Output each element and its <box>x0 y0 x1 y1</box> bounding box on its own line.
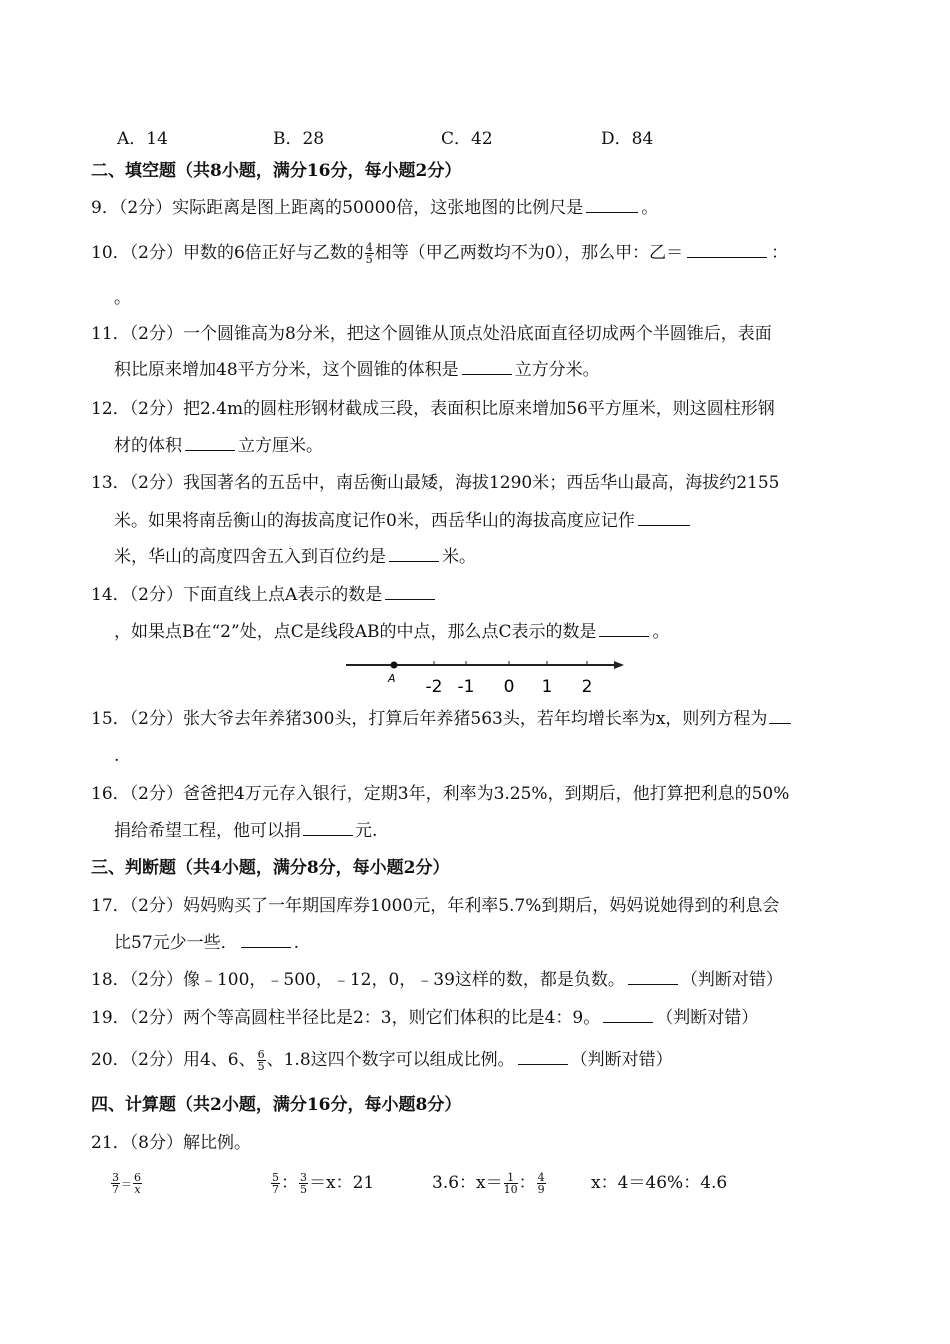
fraction-denominator: 5 <box>257 1060 265 1073</box>
question-13-line2 <box>114 510 693 532</box>
equation-2 <box>270 1172 374 1195</box>
question-text: 立方厘米。 <box>238 436 323 456</box>
fraction-denominator: 5 <box>365 253 373 266</box>
answer-blank <box>687 256 767 258</box>
answer-blank <box>769 722 791 724</box>
fraction-denominator: 5 <box>300 1183 307 1196</box>
question-18 <box>91 969 783 991</box>
fraction <box>299 1172 308 1195</box>
answer-blank <box>586 211 638 213</box>
fraction <box>111 1172 120 1195</box>
tick-label: -1 <box>457 677 475 697</box>
question-end: 。 <box>652 622 670 642</box>
fraction-numerator: 3 <box>300 1171 307 1184</box>
fraction-numerator: 4 <box>365 241 373 254</box>
question-text: 立方分米。 <box>514 360 600 380</box>
question-text: 材的体积 <box>114 436 182 456</box>
question-text: ，如果点B在“2”处，点C是线段AB的中点，那么点C表示的数是 <box>114 622 597 642</box>
question-10 <box>91 242 788 265</box>
ratio-sign: ： <box>281 1173 298 1193</box>
fraction-numerator: 6 <box>257 1048 265 1061</box>
fraction-numerator: 6 <box>134 1171 141 1184</box>
question-14-line2 <box>114 621 669 643</box>
question-text: 、1.8这四个数字可以组成比例。 <box>266 1050 515 1070</box>
point-a <box>391 662 398 669</box>
question-text: ： <box>771 243 789 263</box>
fraction <box>504 1172 518 1195</box>
question-text: 19．（2分）两个等高圆柱半径比是2：3，则它们体积的比是4：9。 <box>91 1008 601 1028</box>
question-13: 13．（2分）我国著名的五岳中，南岳衡山最矮，海拔1290米；西岳华山最高，海拔约2155 <box>91 473 780 493</box>
question-end: （判断对错） <box>570 1050 673 1070</box>
section-title-fill-blank: 二、填空题（共8小题，满分16分，每小题2分） <box>91 161 462 181</box>
section-title-calculation: 四、计算题（共2小题，满分16分，每小题8分） <box>91 1095 462 1115</box>
question-text: 15．（2分）张大爷去年养猪300头，打算后年养猪563头，若年均增长率为x，则列方程为 <box>91 709 768 729</box>
question-12-line2 <box>114 435 323 457</box>
question-text: 积比原来增加48平方分米，这个圆锥的体积是 <box>114 360 459 380</box>
question-9 <box>91 197 658 219</box>
answer-blank <box>628 983 678 985</box>
equation-text: ＝x：21 <box>309 1173 375 1193</box>
ratio-sign: ： <box>518 1173 536 1193</box>
answer-blank <box>241 946 291 948</box>
option-a: A．14 <box>117 129 168 149</box>
fraction <box>537 1172 546 1195</box>
question-end: （判断对错） <box>656 1008 759 1028</box>
question-14 <box>91 584 438 606</box>
question-text: 比57元少一些． <box>114 933 238 953</box>
answer-blank <box>385 598 435 600</box>
equation-text: 3.6：x＝ <box>432 1173 503 1193</box>
question-19 <box>91 1007 758 1029</box>
question-text: 9．（2分）实际距离是图上距离的50000倍，这张地图的比例尺是 <box>91 198 584 218</box>
tick-label: 1 <box>541 677 553 697</box>
fraction-denominator: x <box>134 1183 141 1196</box>
answer-blank <box>185 449 235 451</box>
fraction <box>133 1172 142 1195</box>
question-15 <box>91 708 791 730</box>
question-10-line2: 。 <box>114 288 131 308</box>
question-11-line2 <box>114 359 600 381</box>
option-c: C．42 <box>441 129 493 149</box>
question-20 <box>91 1049 673 1072</box>
question-text: . <box>293 933 300 953</box>
fraction <box>257 1049 266 1072</box>
fraction-numerator: 5 <box>272 1171 279 1184</box>
tick-label: 0 <box>503 677 515 697</box>
question-13-line3 <box>114 546 476 568</box>
fraction-numerator: 1 <box>504 1172 518 1184</box>
equation-4: x：4＝46%：4.6 <box>591 1173 728 1193</box>
question-text: 米。如果将南岳衡山的海拔高度记作0米，西岳华山的海拔高度应记作 <box>114 511 635 531</box>
fraction <box>365 242 374 265</box>
fraction-denominator: 9 <box>537 1183 545 1196</box>
question-text: 米，华山的高度四舍五入到百位约是 <box>114 547 386 567</box>
fraction-denominator: 10 <box>503 1183 518 1196</box>
answer-blank <box>603 1021 653 1023</box>
option-b: B．28 <box>273 129 325 149</box>
option-d: D．84 <box>601 129 654 149</box>
question-11: 11．（2分）一个圆锥高为8分米，把这个圆锥从顶点处沿底面直径切成两个半圆锥后，表面 <box>91 324 772 344</box>
question-12: 12．（2分）把2.4m的圆柱形钢材截成三段，表面积比原来增加56平方厘米，则这圆柱形钢 <box>91 399 775 419</box>
answer-blank <box>303 834 353 836</box>
question-15-line2: . <box>114 746 120 766</box>
fraction-numerator: 4 <box>537 1171 545 1184</box>
question-end: （判断对错） <box>680 970 783 990</box>
equation-3 <box>432 1172 547 1195</box>
answer-blank <box>638 524 690 526</box>
question-16: 16．（2分）爸爸把4万元存入银行，定期3年，利率为3.25%，到期后，他打算把利息的50% <box>91 784 790 804</box>
section-title-judgement: 三、判断题（共4小题，满分8分，每小题2分） <box>91 858 450 878</box>
question-16-line2 <box>114 820 377 842</box>
answer-blank <box>599 635 649 637</box>
question-text: 20．（2分）用4、6、 <box>91 1050 256 1070</box>
question-17: 17．（2分）妈妈购买了一年期国库券1000元，年利率5.7%到期后，妈妈说她得到的利息会 <box>91 896 780 916</box>
axis-arrow-icon <box>614 661 624 669</box>
tick-label: 2 <box>581 677 593 697</box>
question-21: 21．（8分）解比例。 <box>91 1133 251 1153</box>
fraction-numerator: 3 <box>112 1171 119 1184</box>
fraction <box>271 1172 280 1195</box>
question-text: 18．（2分）像﹣100，﹣500，﹣12，0，﹣39这样的数，都是负数。 <box>91 970 625 990</box>
equals-sign: ＝ <box>121 1178 132 1191</box>
question-text: 元. <box>355 821 378 841</box>
question-text: 14．（2分）下面直线上点A表示的数是 <box>91 585 383 605</box>
question-text: 捐给希望工程，他可以捐 <box>114 821 301 841</box>
question-text: 米。 <box>442 547 476 567</box>
answer-blank <box>462 373 512 375</box>
number-line-figure <box>340 652 630 698</box>
question-text: 相等（甲乙两数均不为0），那么甲：乙＝ <box>374 243 684 263</box>
fraction-denominator: 7 <box>112 1183 119 1196</box>
question-17-line2 <box>114 932 299 954</box>
tick-label: -2 <box>425 677 443 697</box>
answer-blank <box>518 1063 568 1065</box>
point-a-label: A <box>388 672 396 685</box>
question-text: 10．（2分）甲数的6倍正好与乙数的 <box>91 243 364 263</box>
fraction-denominator: 7 <box>272 1183 279 1196</box>
equation-1 <box>110 1172 143 1196</box>
answer-blank <box>389 560 439 562</box>
question-end: 。 <box>641 198 659 218</box>
